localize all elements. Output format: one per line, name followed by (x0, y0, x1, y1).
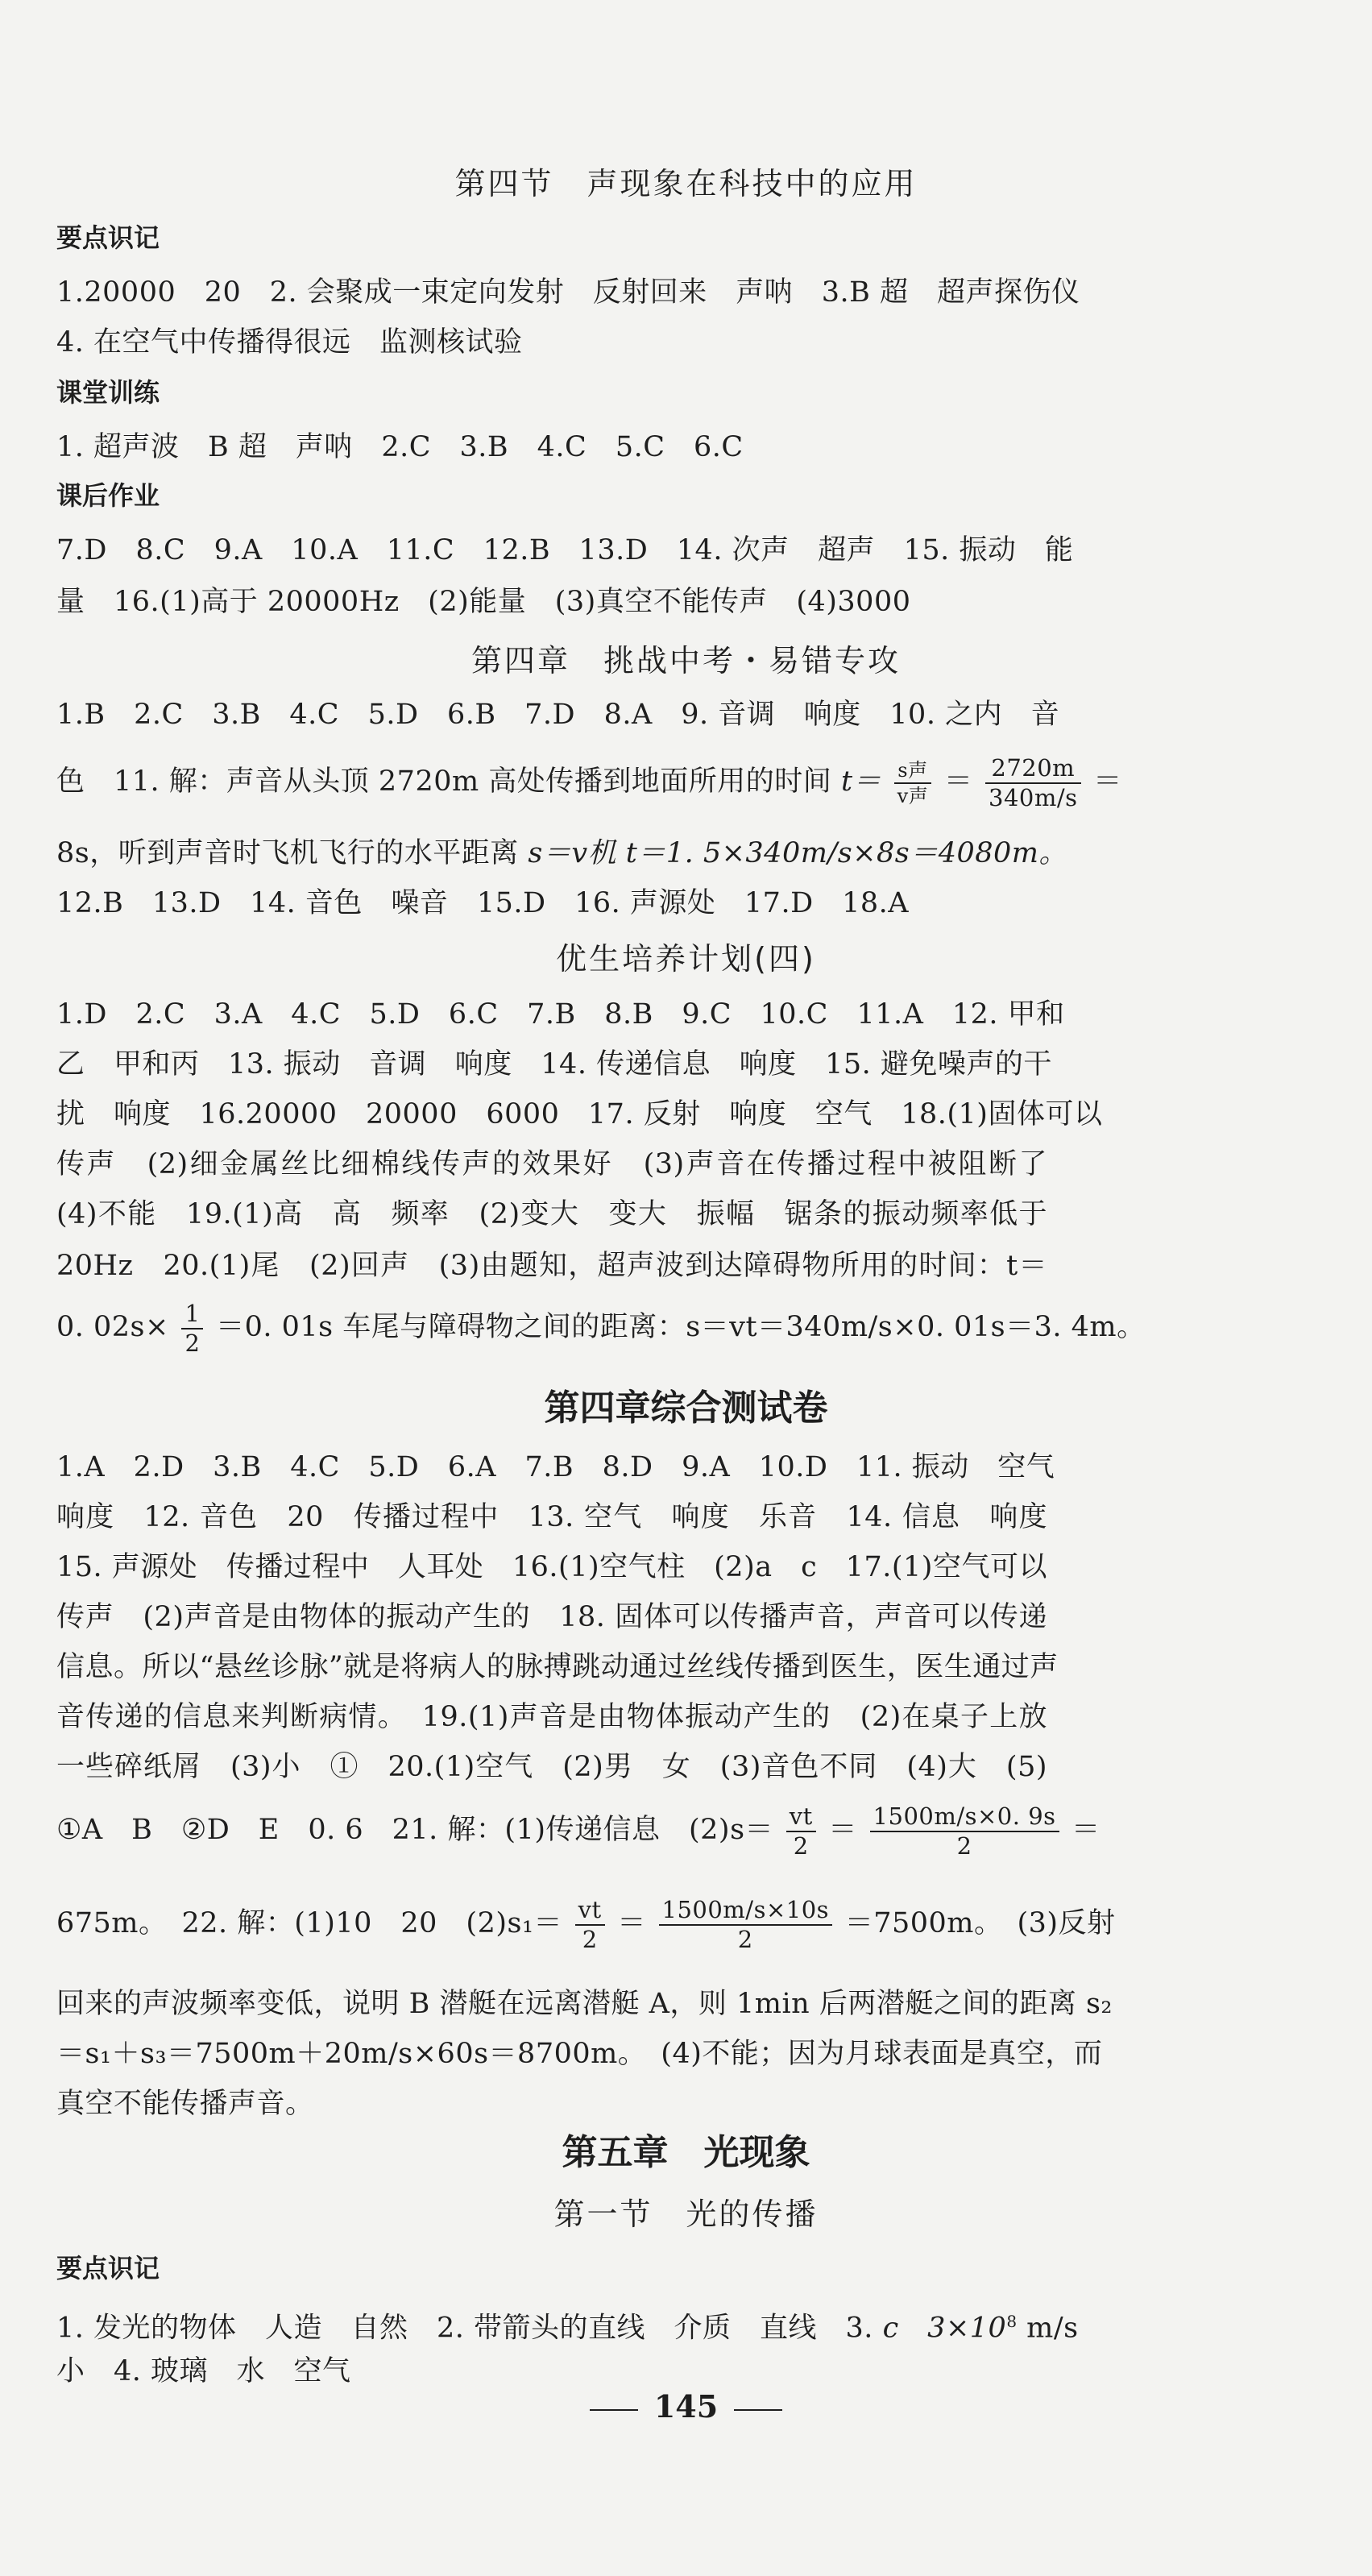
answer-line: 传声 (2)细金属丝比细棉线传声的效果好 (3)声音在传播过程中被阻断了 (56, 1148, 1047, 1180)
fraction (870, 1802, 1059, 1860)
text: 色 11. 解：声音从头顶 2720m 高处传播到地面所用的时间 (56, 765, 832, 798)
answer-line: 7.D 8.C 9.A 10.A 11.C 12.B 13.D 14. 次声 超声 15. 振动 能 (56, 534, 1074, 566)
answer-line-formula (56, 1299, 1146, 1357)
answer-line: ＝s₁＋s₃＝7500m＋20m/s×60s＝8700m。 (4)不能；因为月球表面是真空，而 (56, 2038, 1103, 2070)
fraction (659, 1895, 833, 1953)
answer-line-formula (56, 753, 1122, 811)
text: ＝7500m。 (3)反射 (844, 1907, 1116, 1939)
answer-line: 量 16.(1)高于 20000Hz (2)能量 (3)真空不能传声 (4)3000 (56, 586, 911, 618)
answer-line: 一些碎纸屑 (3)小 ① 20.(1)空气 (2)男 女 (3)音色不同 (4)大 (5) (56, 1751, 1047, 1783)
answer-line: 扰 响度 16.20000 20000 6000 17. 反射 响度 空气 18.(1)固体可以 (56, 1098, 1103, 1130)
fraction-den: 2 (956, 1831, 972, 1860)
fraction (985, 753, 1081, 811)
fraction-num: 1500m/s×0. 9s (870, 1805, 1059, 1832)
answer-line: 乙 甲和丙 13. 振动 音调 响度 14. 传递信息 响度 15. 避免噪声的干 (56, 1048, 1052, 1081)
label-class-training: 课堂训练 (56, 377, 160, 408)
fraction-num: 1 (181, 1302, 203, 1329)
text: 675m。 22. 解：(1)10 20 (2)s₁＝ (56, 1907, 563, 1939)
superscript: 8 (1006, 2312, 1018, 2331)
answer-line: 回来的声波频率变低，说明 B 潜艇在远离潜艇 A，则 1min 后两潜艇之间的距离 s₂ (56, 1988, 1113, 2020)
section-title: 优生培养计划(四) (556, 941, 816, 977)
text: ＝ (1071, 1814, 1101, 1846)
text: ＝ (1093, 765, 1122, 798)
answer-line (56, 833, 1067, 873)
page-number (0, 2387, 1372, 2427)
answer-line: 1.20000 20 2. 会聚成一束定向发射 反射回来 声呐 3.B 超 超声探伤仪 (56, 276, 1080, 309)
answer-line: 4. 在空气中传播得很远 监测核试验 (56, 326, 523, 359)
chapter-title: 第四章综合测试卷 (544, 1388, 828, 1429)
answer-line: 小 4. 玻璃 水 空气 (56, 2355, 351, 2387)
answer-line: 1.A 2.D 3.B 4.C 5.D 6.A 7.B 8.D 9.A 10.D 11. 振动 空气 (56, 1451, 1055, 1483)
page-number-dash (590, 2409, 638, 2411)
answer-line: 20Hz 20.(1)尾 (2)回声 (3)由题知，超声波到达障碍物所用的时间：t＝ (56, 1250, 1047, 1282)
text: m/s (1017, 2312, 1079, 2345)
text: ＝ (828, 1814, 857, 1846)
answer-line (56, 2301, 1079, 2349)
text: 0. 02s× (56, 1311, 169, 1343)
section-title: 第四章 挑战中考・易错专攻 (470, 643, 901, 678)
section-title: 第四节 声现象在科技中的应用 (454, 166, 918, 201)
text: c 3×10 (882, 2312, 1007, 2345)
fraction-num: 2720m (985, 757, 1081, 784)
answer-line: 1.D 2.C 3.A 4.C 5.D 6.C 7.B 8.B 9.C 10.C 11.A 12. 甲和 (56, 998, 1065, 1031)
fraction (575, 1895, 605, 1953)
fraction-num: vt (786, 1805, 816, 1832)
text: 1. 发光的物体 人造 自然 2. 带箭头的直线 介质 直线 3. (56, 2312, 873, 2345)
fraction-den: 2 (582, 1925, 598, 1953)
label-key-points: 要点识记 (56, 222, 160, 253)
answer-line: 12.B 13.D 14. 音色 噪音 15.D 16. 声源处 17.D 18.A (56, 887, 910, 919)
text: ①A B ②D E 0. 6 21. 解：(1)传递信息 (2)s＝ (56, 1814, 774, 1846)
answer-line: 音传递的信息来判断病情。 19.(1)声音是由物体振动产生的 (2)在桌子上放 (56, 1701, 1047, 1733)
fraction-den: 2 (793, 1831, 809, 1860)
answer-line: 1. 超声波 B 超 声呐 2.C 3.B 4.C 5.C 6.C (56, 431, 744, 463)
fraction (894, 758, 932, 807)
fraction-num: vt (575, 1898, 605, 1926)
text: ＝ (617, 1907, 646, 1939)
text: s＝v机 t＝1. 5×340m/s×8s＝4080m。 (528, 837, 1067, 869)
fraction-den: 2 (737, 1925, 753, 1953)
formula-var: t＝ (840, 765, 882, 798)
text: 8s，听到声音时飞机飞行的水平距离 (56, 837, 519, 869)
fraction (786, 1802, 816, 1860)
answer-line: 1.B 2.C 3.B 4.C 5.D 6.B 7.D 8.A 9. 音调 响度 10. 之内 音 (56, 699, 1060, 731)
text: ＝ (943, 765, 973, 798)
label-key-points: 要点识记 (56, 2253, 160, 2284)
fraction-den: v声 (897, 784, 929, 807)
answer-line-formula (56, 1895, 1116, 1953)
chapter-title: 第五章 光现象 (562, 2132, 810, 2173)
answer-line: 真空不能传播声音。 (56, 2088, 314, 2120)
section-title: 第一节 光的传播 (553, 2196, 819, 2232)
fraction-den: 2 (184, 1329, 201, 1357)
answer-line: 15. 声源处 传播过程中 人耳处 16.(1)空气柱 (2)a c 17.(1)空气可以 (56, 1551, 1047, 1583)
label-homework: 课后作业 (56, 480, 160, 511)
page-number-text: 145 (653, 2388, 719, 2425)
text: ＝0. 01s 车尾与障碍物之间的距离：s＝vt＝340m/s×0. 01s＝3. 4m。 (216, 1311, 1146, 1343)
fraction-num: 1500m/s×10s (659, 1898, 833, 1926)
page-number-dash (734, 2409, 782, 2411)
answer-line: 响度 12. 音色 20 传播过程中 13. 空气 响度 乐音 14. 信息 响度 (56, 1501, 1047, 1533)
answer-line: 信息。所以“悬丝诊脉”就是将病人的脉搏跳动通过丝线传播到医生，医生通过声 (56, 1651, 1059, 1683)
answer-line-formula (56, 1802, 1101, 1860)
answer-line: (4)不能 19.(1)高 高 频率 (2)变大 变大 振幅 锯条的振动频率低于 (56, 1198, 1047, 1230)
answer-line: 传声 (2)声音是由物体的振动产生的 18. 固体可以传播声音，声音可以传递 (56, 1601, 1047, 1633)
fraction (181, 1299, 203, 1357)
fraction-den: 340m/s (989, 783, 1078, 811)
fraction-num: s声 (894, 761, 932, 784)
